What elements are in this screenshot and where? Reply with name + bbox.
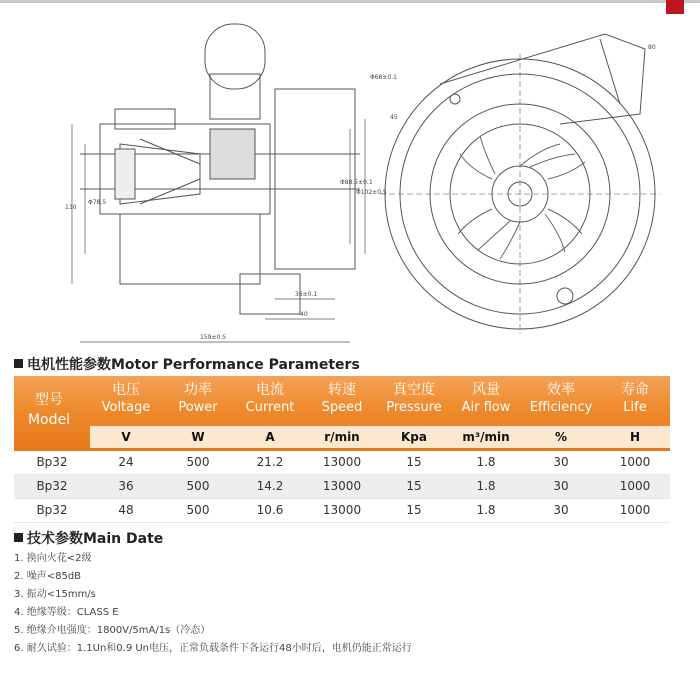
list-item: 1. 换向火花<2级 — [14, 553, 92, 564]
cell-voltage: 48 — [118, 503, 134, 517]
list-item: 3. 振动<15mm/s — [14, 589, 96, 600]
cell-life: 1000 — [619, 479, 651, 493]
motor-technical-drawing — [60, 14, 660, 349]
cell-current: 14.2 — [256, 479, 284, 493]
unit-power: W — [191, 430, 205, 444]
cell-efficiency: 30 — [553, 479, 569, 493]
cell-power: 500 — [186, 455, 210, 469]
cell-efficiency: 30 — [553, 455, 569, 469]
cell-model: Bp32 — [36, 455, 68, 469]
unit-efficiency: % — [554, 430, 568, 444]
col-header-airflow: 风量 Air flow — [461, 382, 511, 415]
outlet-pipe — [205, 24, 265, 89]
col-header-life: 寿命 Life — [621, 382, 649, 415]
cell-model: Bp32 — [36, 503, 68, 517]
cell-speed: 13000 — [322, 503, 362, 517]
cell-current: 21.2 — [256, 455, 284, 469]
dim-36: 36±0.1 — [295, 291, 318, 298]
col-header-speed: 转速 Speed — [321, 382, 363, 415]
cell-model: Bp32 — [36, 479, 68, 493]
table-row — [14, 475, 670, 499]
cell-life: 1000 — [619, 455, 651, 469]
top-border — [0, 0, 700, 3]
cell-pressure: 15 — [406, 455, 422, 469]
list-item: 6. 耐久试验：1.1Un和0.9 Un电压，正常负载条件下各运行48小时后，电机仍能正常运行 — [14, 643, 412, 654]
cell-airflow: 1.8 — [476, 455, 496, 469]
dim-phi68: Φ68±0.1 — [370, 74, 397, 81]
square-bullet-icon — [14, 533, 23, 542]
cell-airflow: 1.8 — [476, 479, 496, 493]
cell-pressure: 15 — [406, 479, 422, 493]
unit-voltage: V — [121, 430, 131, 444]
table-row — [14, 451, 670, 475]
table-row — [14, 499, 670, 523]
col-header-voltage: 电压 Voltage — [101, 382, 151, 415]
square-bullet-icon — [14, 359, 23, 368]
perf-section-title: 电机性能参数Motor Performance Parameters — [14, 354, 360, 374]
table-header — [14, 376, 670, 451]
unit-life: H — [629, 430, 641, 444]
cell-speed: 13000 — [322, 455, 362, 469]
dim-45: 45 — [390, 114, 398, 121]
dim-40: 40 — [300, 311, 308, 318]
cell-voltage: 36 — [118, 479, 134, 493]
col-header-current: 电流 Current — [245, 382, 295, 415]
cell-speed: 13000 — [322, 479, 362, 493]
cell-efficiency: 30 — [553, 503, 569, 517]
col-header-efficiency: 效率 Efficiency — [529, 382, 593, 415]
dim-phi102: Φ102±0.5 — [356, 189, 387, 196]
corner-mark — [666, 0, 684, 14]
performance-table — [14, 376, 670, 523]
list-item: 2. 噪声<85dB — [14, 571, 82, 582]
unit-pressure: Kpa — [401, 430, 427, 444]
unit-row — [90, 426, 670, 448]
unit-speed: r/min — [324, 430, 360, 444]
dim-phi88: Φ88.5±0.1 — [340, 179, 373, 186]
tech-list — [14, 550, 694, 658]
col-header-power: 功率 Power — [178, 382, 218, 415]
tech-section-title: 技术参数Main Date — [14, 528, 163, 548]
cell-airflow: 1.8 — [476, 503, 496, 517]
cell-power: 500 — [186, 503, 210, 517]
unit-airflow: m³/min — [462, 430, 510, 444]
list-item: 5. 绝缘介电强度：1800V/5mA/1s（冷态） — [14, 625, 211, 636]
col-header-pressure: 真空度 Pressure — [386, 382, 442, 415]
dim-80: 80 — [648, 44, 656, 51]
dim-130: 130 — [65, 204, 77, 211]
cell-life: 1000 — [619, 503, 651, 517]
cell-pressure: 15 — [406, 503, 422, 517]
dim-phi78: Φ78.5 — [88, 199, 107, 206]
list-item: 4. 绝缘等级：CLASS E — [14, 607, 119, 618]
unit-current: A — [265, 430, 275, 444]
cell-power: 500 — [186, 479, 210, 493]
dim-159: 159±0.5 — [200, 334, 227, 341]
cell-current: 10.6 — [256, 503, 284, 517]
model-header: 型号 Model — [27, 392, 71, 428]
cell-voltage: 24 — [118, 455, 134, 469]
